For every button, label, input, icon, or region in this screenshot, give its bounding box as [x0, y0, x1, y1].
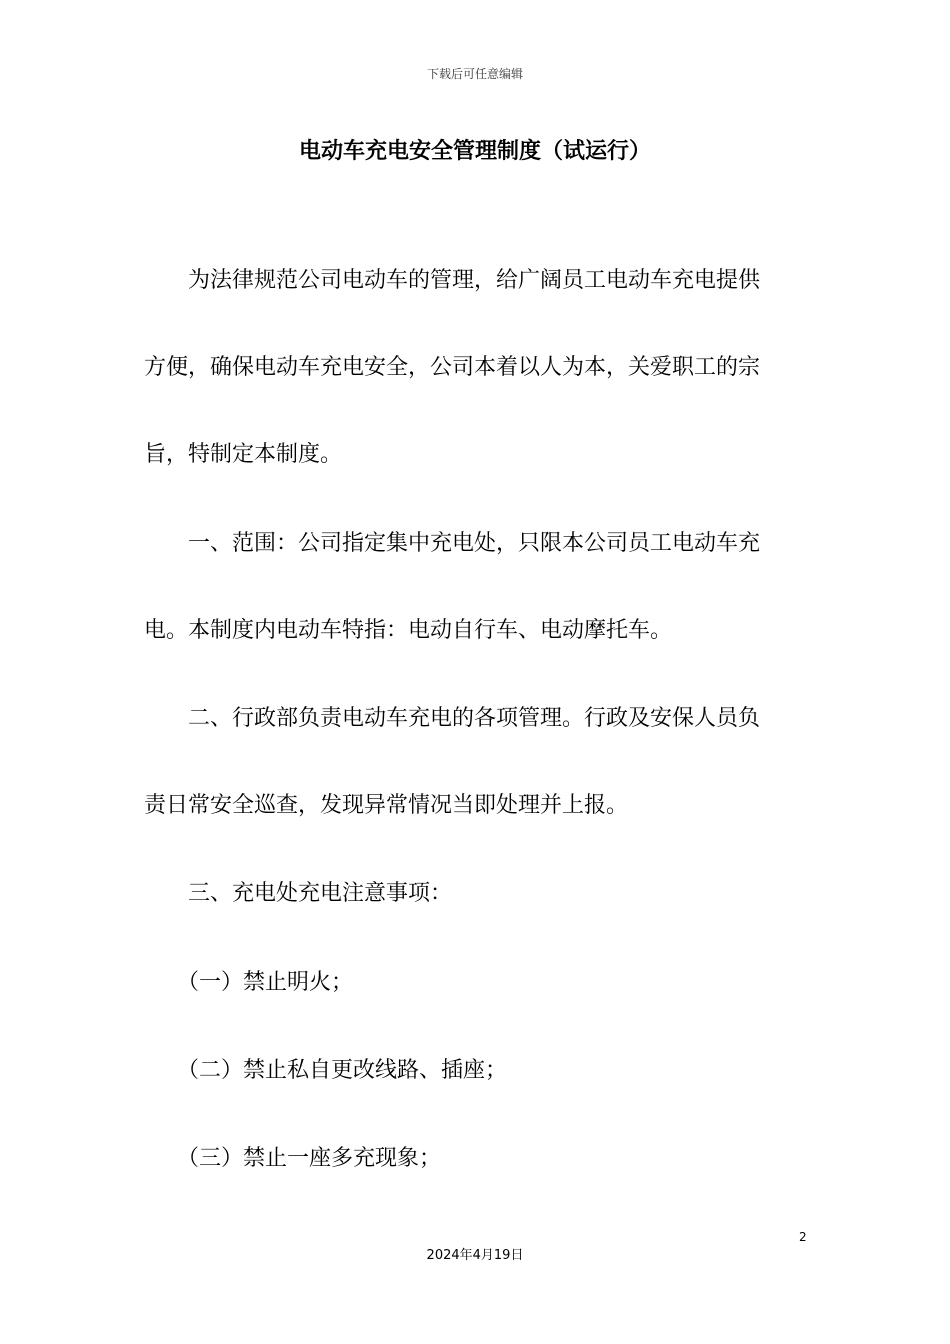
list-item: （三）禁止一座多充现象； [144, 1146, 442, 1171]
paragraph-line: 旨，特制定本制度。 [144, 442, 343, 467]
paragraph-line: 三、充电处充电注意事项： [144, 881, 453, 906]
page-header-note: 下载后可任意编辑 [426, 67, 523, 81]
page-footer-date: 2024年4月19日 [426, 1248, 524, 1263]
paragraph-line: 一、范围：公司指定集中充电处，只限本公司员工电动车充 [144, 531, 761, 556]
list-item: （二）禁止私自更改线路、插座； [144, 1058, 508, 1083]
page-number: 2 [799, 1230, 807, 1244]
paragraph-line: 为法律规范公司电动车的管理，给广阔员工电动车充电提供 [144, 268, 761, 293]
paragraph-line: 二、行政部负责电动车充电的各项管理。行政及安保人员负 [144, 706, 761, 731]
paragraph-line: 电。本制度内电动车特指：电动自行车、电动摩托车。 [144, 618, 673, 643]
paragraph-line: 责日常安全巡查，发现异常情况当即处理并上报。 [144, 793, 629, 818]
document-title: 电动车充电安全管理制度（试运行） [298, 139, 651, 164]
list-item: （一）禁止明火； [144, 970, 354, 995]
paragraph-line: 方便，确保电动车充电安全，公司本着以人为本，关爱职工的宗 [144, 355, 761, 380]
